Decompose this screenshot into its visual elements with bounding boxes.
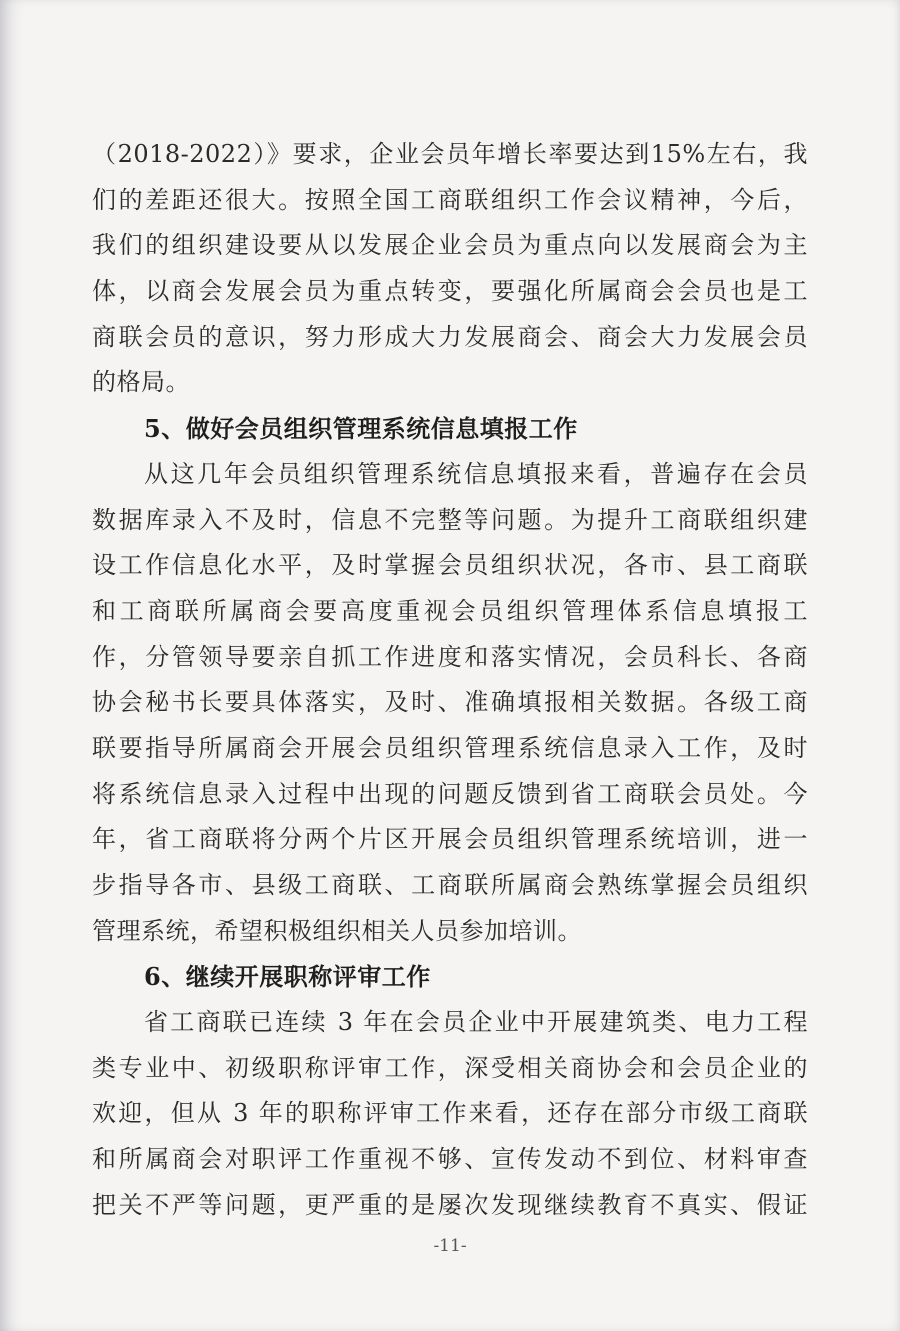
text-line: 们的差距还很大。按照全国工商联组织工作会议精神，今后，: [92, 185, 808, 214]
text-line: 和所属商会对职评工作重视不够、宣传发动不到位、材料审查: [92, 1145, 808, 1174]
text-line: 商联会员的意识，努力形成大力发展商会、商会大力发展会员: [92, 322, 808, 351]
page-number: -11-: [433, 1236, 467, 1256]
text-line: 把关不严等问题，更严重的是屡次发现继续教育不真实、假证: [92, 1190, 808, 1219]
text-line: 类专业中、初级职称评审工作，深受相关商协会和会员企业的: [92, 1053, 808, 1082]
text-line: 作，分管领导要亲自抓工作进度和落实情况，会员科长、各商: [92, 642, 808, 671]
paragraph-start: 省工商联已连续 3 年在会员企业中开展建筑类、电力工程: [144, 1008, 808, 1037]
text-line: 欢迎，但从 3 年的职称评审工作来看，还存在部分市级工商联: [92, 1099, 808, 1128]
section-heading-5: 5、做好会员组织管理系统信息填报工作: [144, 414, 578, 444]
body-text: [92, 132, 808, 1229]
text-line: 步指导各市、县级工商联、工商联所属商会熟练掌握会员组织: [92, 871, 808, 899]
text-line: （2018-2022）》要求，企业会员年增长率要达到15%左右，我: [92, 140, 808, 168]
text-line: 协会秘书长要具体落实，及时、准确填报相关数据。各级工商: [92, 688, 808, 717]
text-line: 体，以商会发展会员为重点转变，要强化所属商会会员也是工: [92, 277, 808, 306]
text-line: 年，省工商联将分两个片区开展会员组织管理系统培训，进一: [92, 825, 808, 854]
paragraph-start: 从这几年会员组织管理系统信息填报来看，普遍存在会员: [144, 459, 808, 488]
text-line: 管理系统，希望积极组织相关人员参加培训。: [92, 916, 582, 945]
text-line: 将系统信息录入过程中出现的问题反馈到省工商联会员处。今: [92, 779, 808, 808]
text-line: 的格局。: [92, 368, 190, 397]
text-line: 联要指导所属商会开展会员组织管理系统信息录入工作，及时: [92, 733, 808, 762]
text-line: 和工商联所属商会要高度重视会员组织管理体系信息填报工: [92, 596, 808, 625]
text-line: 我们的组织建设要从以发展企业会员为重点向以发展商会为主: [92, 231, 808, 260]
section-heading-6: 6、继续开展职称评审工作: [144, 962, 431, 992]
text-line: 数据库录入不及时，信息不完整等问题。为提升工商联组织建: [92, 505, 808, 534]
text-line: 设工作信息化水平，及时掌握会员组织状况，各市、县工商联: [92, 551, 808, 580]
